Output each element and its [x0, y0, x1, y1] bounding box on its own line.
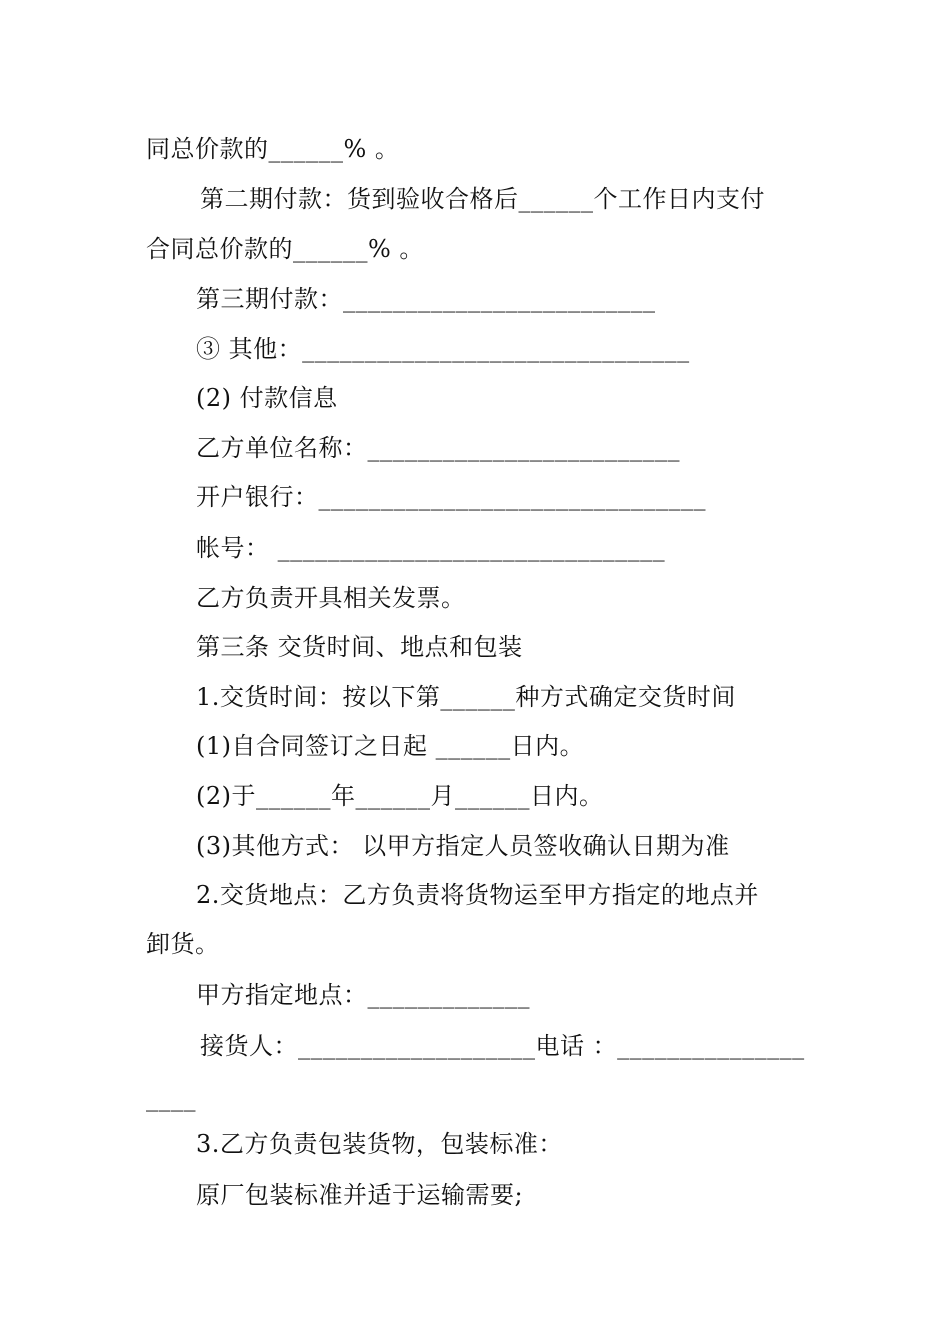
text-line: 合同总价款的______% 。 [146, 235, 424, 263]
text-line: 3.乙方负责包装货物，包装标准： [196, 1130, 563, 1158]
text-line: 第二期付款：货到验收合格后______个工作日内支付 [200, 185, 765, 213]
text-line: 卸货。 [146, 930, 220, 958]
section-heading: 第三条 交货时间、地点和包装 [196, 633, 523, 661]
text-line: 原厂包装标准并适于运输需要; [196, 1181, 524, 1209]
text-line: (2) 付款信息 [196, 384, 338, 412]
text-line: 第三期付款：_________________________ [196, 285, 656, 313]
text-line: 乙方负责开具相关发票。 [196, 584, 466, 612]
text-line: 同总价款的______% 。 [146, 135, 400, 163]
text-line: (1)自合同签订之日起 ______日内。 [196, 732, 585, 760]
text-line: (3)其他方式： 以甲方指定人员签收确认日期为准 [196, 832, 730, 860]
text-line: ③ 其他：_______________________________ [196, 335, 690, 363]
text-line: 甲方指定地点：_____________ [196, 981, 530, 1009]
text-line: 2.交货地点：乙方负责将货物运至甲方指定的地点并 [196, 881, 759, 909]
text-line: 乙方单位名称：_________________________ [196, 434, 680, 462]
text-line: 接货人：___________________电话 ：_______________ [200, 1032, 805, 1060]
text-line: 1.交货时间：按以下第______种方式确定交货时间 [196, 683, 736, 711]
text-line: ____ [146, 1084, 196, 1112]
text-line: (2)于______年______月______日内。 [196, 782, 604, 810]
text-line: 开户银行：_______________________________ [196, 483, 706, 511]
text-line: 帐号： _______________________________ [196, 534, 666, 562]
